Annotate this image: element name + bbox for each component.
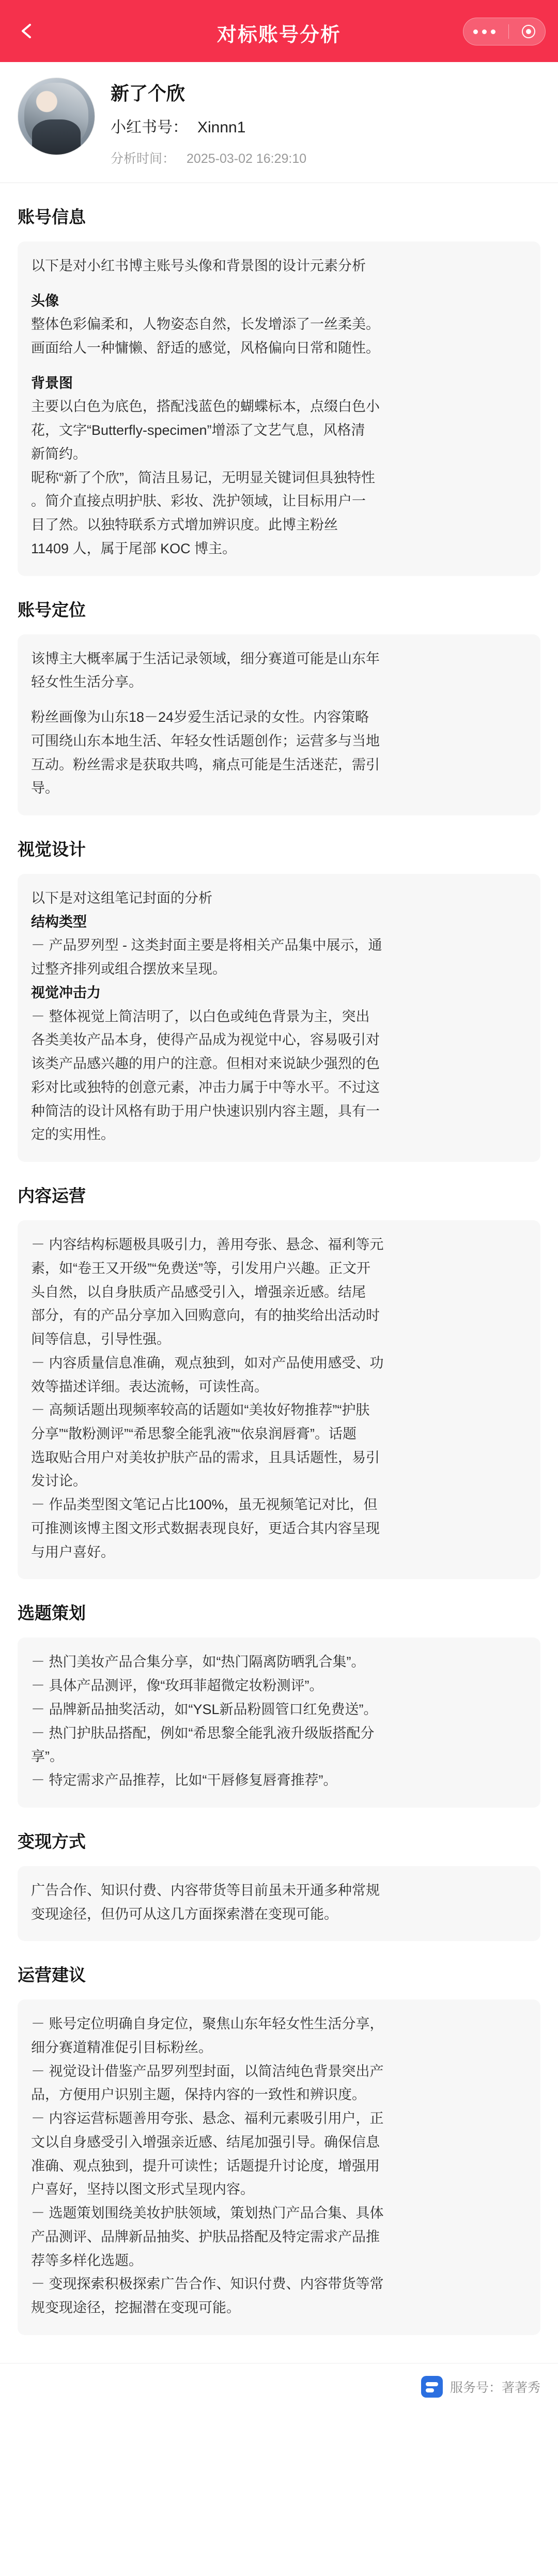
- paragraph-spacer: [31, 695, 527, 706]
- paragraph-line: 。简介直接点明护肤、彩妆、洗护领域，让目标用户一: [31, 493, 366, 509]
- paragraph-line: － 作品类型图文笔记占比100%，虽无视频笔记对比，但: [31, 1497, 378, 1513]
- analyze-time-row: [111, 148, 540, 167]
- paragraph-line: － 内容运营标题善用夸张、悬念、福利元素吸引用户，正: [31, 2111, 384, 2127]
- section-account_info: [0, 204, 558, 576]
- analysis-sections: [0, 204, 558, 2335]
- section-account_position: [0, 597, 558, 815]
- analyze-time-value: 2025-03-02 16:29:10: [187, 151, 307, 166]
- paragraph-line: 分享”“散粉测评”“希思黎全能乳液”“依泉润唇膏”。话题: [31, 1426, 357, 1442]
- paragraph-line: 主要以白色为底色，搭配浅蓝色的蝴蝶标本，点缀白色小: [31, 399, 380, 415]
- paragraph-line: － 整体视觉上简洁明了，以白色或纯色背景为主，突出: [31, 1008, 370, 1024]
- capsule-divider: [508, 24, 509, 39]
- paragraph-line: － 特定需求产品推荐，比如“干唇修复唇膏推荐”。: [31, 1772, 337, 1789]
- target-circle-icon[interactable]: [522, 25, 535, 38]
- paragraph-line: － 变现探索积极探索广告合作、知识付费、内容带货等常: [31, 2276, 384, 2292]
- mini-program-capsule[interactable]: [463, 18, 546, 46]
- redid-value: Xinnn1: [197, 118, 246, 136]
- section-title: 账号定位: [18, 600, 86, 619]
- paragraph-spacer: [31, 279, 527, 290]
- paragraph-line: － 内容结构标题极具吸引力，善用夸张、悬念、福利等元: [31, 1237, 384, 1253]
- paragraph-line: 广告合作、知识付费、内容带货等目前虽未开通多种常规: [31, 1882, 380, 1898]
- paragraph-line: 整体色彩偏柔和，人物姿态自然，长发增添了一丝柔美。: [31, 316, 380, 332]
- paragraph-line: 以下是对小红书博主账号头像和背景图的设计元素分析: [31, 257, 366, 274]
- paragraph-line: 定的实用性。: [31, 1127, 115, 1143]
- paragraph-line: － 具体产品测评，像“玫珥菲超微定妆粉测评”。: [31, 1678, 323, 1694]
- section-body: [18, 241, 540, 576]
- paragraph-line: 昵称“新了个欣”，简洁且易记，无明显关键词但具独特性: [31, 469, 375, 486]
- app-header: [0, 0, 558, 62]
- paragraph-line: 该博主大概率属于生活记录领域，细分赛道可能是山东年: [31, 650, 380, 666]
- paragraph-line: 可围绕山东本地生活、年轻女性话题创作；运营多与当地: [31, 733, 380, 749]
- paragraph-line: － 账号定位明确自身定位，聚焦山东年轻女性生活分享，: [31, 2016, 384, 2032]
- page-title: 对标账号分析: [216, 24, 341, 46]
- profile-redid-row: [111, 114, 540, 137]
- paragraph-line: 荐等多样化选题。: [31, 2252, 143, 2268]
- sub-heading: 结构类型: [31, 914, 87, 930]
- section-body: [18, 874, 540, 1162]
- paragraph-line: 该类产品感兴趣的用户的注意。但相对来说缺少强烈的色: [31, 1056, 380, 1072]
- paragraph-line: 选取贴合用户对美妆护肤产品的需求，且具话题性，易引: [31, 1449, 380, 1465]
- section-visual_design: [0, 836, 558, 1162]
- paragraph-line: 规变现途径，挖掘潜在变现可能。: [31, 2300, 240, 2316]
- section-title: 视觉设计: [18, 840, 86, 859]
- profile-card: [0, 62, 558, 180]
- paragraph-line: － 品牌新品抽奖活动，如“YSL新品粉圆管口红免费送”。: [31, 1701, 378, 1717]
- footer-text: 服务号：著著秀: [450, 2381, 540, 2396]
- section-title: 变现方式: [18, 1831, 86, 1851]
- paragraph-line: 品，方便用户识别主题，保持内容的一致性和辨识度。: [31, 2087, 366, 2103]
- section-topic_planning: [0, 1600, 558, 1807]
- section-title: 运营建议: [18, 1965, 86, 1985]
- paragraph-line: 享”。: [31, 1749, 64, 1765]
- paragraph-line: 可推测该博主图文形式数据表现良好，更适合其内容呈现: [31, 1520, 380, 1536]
- profile-nickname: 新了个欣: [111, 83, 185, 104]
- paragraph-line: 发讨论。: [31, 1473, 87, 1489]
- section-content_operation: [0, 1183, 558, 1579]
- paragraph-line: － 选题策划围绕美妆护肤领域，策划热门产品合集、具体: [31, 2205, 384, 2221]
- footer-watermark: [0, 2363, 558, 2411]
- section-body: [18, 634, 540, 815]
- paragraph-line: 间等信息，引导性强。: [31, 1331, 171, 1347]
- paragraph-line: 变现途径，但仍可从这几方面探索潜在变现可能。: [31, 1906, 338, 1922]
- paragraph-line: 文以自身感受引入增强亲近感、结尾加强引导。确保信息: [31, 2134, 380, 2150]
- paragraph-line: 11409 人，属于尾部 KOC 博主。: [31, 540, 237, 556]
- paragraph-line: 头自然，以自身肤质产品感受引入，增强亲近感。结尾: [31, 1284, 366, 1300]
- paragraph-line: 种简洁的设计风格有助于用户快速识别内容主题，具有一: [31, 1103, 380, 1119]
- analyze-time-label: 分析时间：: [111, 151, 176, 166]
- sub-heading: 背景图: [31, 375, 73, 391]
- section-body: [18, 1999, 540, 2335]
- avatar-silhouette: [32, 119, 81, 155]
- wechat-service-icon: [421, 2376, 443, 2398]
- sub-heading: 头像: [31, 293, 59, 309]
- paragraph-line: 过整齐排列或组合摆放来呈现。: [31, 961, 226, 977]
- paragraph-line: 各类美妆产品本身，使得产品成为视觉中心，容易吸引对: [31, 1032, 380, 1048]
- sub-heading: 视觉冲击力: [31, 984, 101, 1001]
- paragraph-line: 彩对比或独特的创意元素，冲击力属于中等水平。不过这: [31, 1079, 380, 1095]
- section-body: [18, 1866, 540, 1941]
- paragraph-line: 产品测评、品牌新品抽奖、护肤品搭配及特定需求产品推: [31, 2229, 380, 2245]
- paragraph-line: 目了然。以独特联系方式增加辨识度。此博主粉丝: [31, 517, 338, 533]
- profile-info: [111, 78, 540, 167]
- section-title: 内容运营: [18, 1186, 86, 1206]
- paragraph-line: － 内容质量信息准确，观点独到，如对产品使用感受、功: [31, 1355, 384, 1371]
- paragraph-spacer: [31, 361, 527, 372]
- paragraph-line: 准确、观点独到，提升可读性；话题提升讨论度，增强用: [31, 2158, 380, 2174]
- section-title: 账号信息: [18, 207, 86, 226]
- more-dots-icon[interactable]: [470, 29, 495, 34]
- paragraph-line: 粉丝画像为山东18－24岁爱生活记录的女性。内容策略: [31, 709, 369, 725]
- paragraph-line: 部分，有的产品分享加入回购意向，有的抽奖给出活动时: [31, 1308, 380, 1324]
- avatar: [18, 78, 95, 155]
- paragraph-line: 以下是对这组笔记封面的分析: [31, 890, 212, 906]
- paragraph-line: 效等描述详细。表达流畅，可读性高。: [31, 1378, 268, 1395]
- section-title: 选题策划: [18, 1603, 86, 1623]
- paragraph-line: － 视觉设计借鉴产品罗列型封面，以简洁纯色背景突出产: [31, 2063, 384, 2079]
- paragraph-line: 花，文字“Butterfly-specimen”增添了文艺气息，风格清: [31, 422, 365, 438]
- redid-label: 小红书号：: [111, 118, 188, 136]
- section-monetization: [0, 1828, 558, 1941]
- paragraph-line: 互动。粉丝需求是获取共鸣，痛点可能是生活迷茫，需引: [31, 756, 380, 772]
- paragraph-line: 素，如“卷王又开级”“免费送”等，引发用户兴趣。正文开: [31, 1260, 370, 1276]
- paragraph-line: 轻女性生活分享。: [31, 674, 143, 690]
- paragraph-line: 与用户喜好。: [31, 1544, 115, 1560]
- paragraph-line: 新简约。: [31, 446, 87, 462]
- section-operation_advice: [0, 1962, 558, 2335]
- paragraph-line: － 高频话题出现频率较高的话题如“美妆好物推荐”“护肤: [31, 1402, 370, 1418]
- section-body: [18, 1220, 540, 1579]
- section-body: [18, 1638, 540, 1807]
- paragraph-line: 画面给人一种慵懒、舒适的感觉，风格偏向日常和随性。: [31, 340, 380, 356]
- paragraph-line: － 产品罗列型 - 这类封面主要是将相关产品集中展示，通: [31, 937, 382, 953]
- paragraph-line: 户喜好，坚持以图文形式呈现内容。: [31, 2181, 254, 2198]
- paragraph-line: 细分赛道精准促引目标粉丝。: [31, 2039, 212, 2055]
- paragraph-line: 导。: [31, 780, 59, 796]
- paragraph-line: － 热门护肤品搭配，例如“希思黎全能乳液升级版搭配分: [31, 1725, 375, 1741]
- paragraph-line: － 热门美妆产品合集分享，如“热门隔离防晒乳合集”。: [31, 1654, 365, 1670]
